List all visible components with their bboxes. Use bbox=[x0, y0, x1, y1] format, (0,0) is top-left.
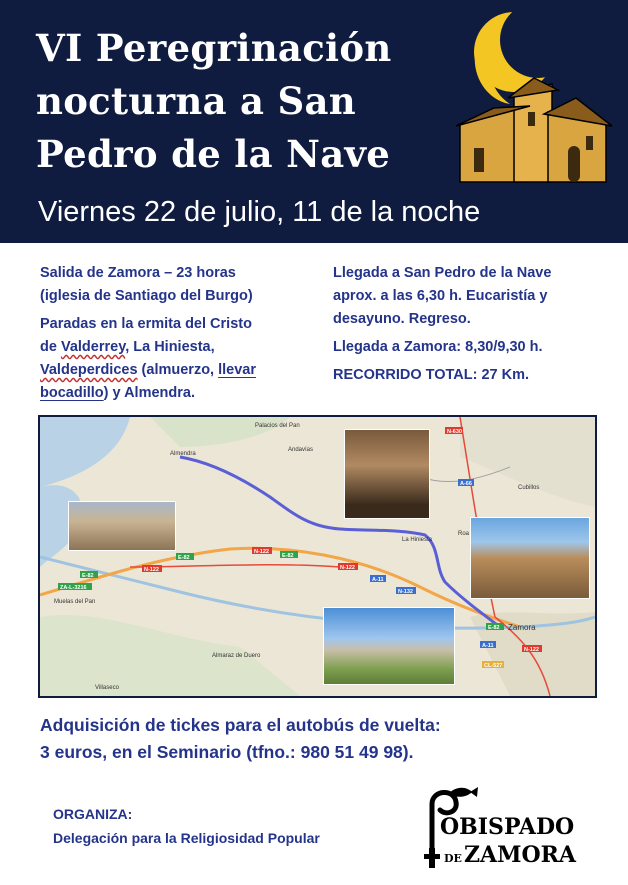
road-n122-2: N-122 bbox=[144, 567, 159, 573]
map-label-muelas: Muelas del Pan bbox=[54, 599, 96, 605]
photo-church-interior bbox=[344, 429, 430, 519]
organizer bbox=[53, 804, 413, 848]
road-n122-1: N-122 bbox=[254, 549, 269, 555]
total-distance: RECORRIDO TOTAL: 27 Km. bbox=[333, 367, 530, 383]
page-title: VI Peregrinación nocturna a San Pedro de la Nave bbox=[36, 26, 392, 176]
header-banner bbox=[0, 0, 628, 243]
map-label-villaseco: Villaseco bbox=[95, 685, 119, 691]
stops-line-3 bbox=[40, 359, 315, 382]
organizer-label: ORGANIZA: bbox=[53, 806, 133, 822]
stop-valderrey: Valderrey bbox=[60, 339, 126, 355]
map-label-almaraz: Almaraz de Duero bbox=[212, 653, 261, 659]
itinerary-left bbox=[40, 262, 315, 405]
departure-line: Salida de Zamora – 23 horas bbox=[40, 265, 236, 281]
stops-line-2 bbox=[40, 336, 315, 359]
map-label-palacios: Palacios del Pan bbox=[255, 423, 300, 429]
road-n122-4: N-122 bbox=[524, 647, 539, 653]
map-label-zamora: Zamora bbox=[508, 623, 536, 632]
stops-line-4 bbox=[40, 382, 315, 405]
event-date: Viernes 22 de julio, 11 de la noche bbox=[38, 196, 481, 228]
stops-text: de bbox=[40, 339, 61, 355]
road-e82-1: E-82 bbox=[178, 555, 190, 561]
road-n122-3: N-122 bbox=[340, 565, 355, 571]
road-e82-2: E-82 bbox=[282, 553, 294, 559]
road-zal3216: ZA-L-3216 bbox=[60, 585, 87, 591]
logo-de: DE bbox=[444, 852, 462, 865]
organizer-name: Delegación para la Religiosidad Popular bbox=[53, 830, 320, 846]
stops-text: (almuerzo, bbox=[137, 362, 219, 378]
ticket-line-1: Adquisición de tickes para el autobús de vuelta: bbox=[40, 715, 441, 735]
road-a11-2: A-11 bbox=[482, 643, 494, 649]
road-n630: N-630 bbox=[447, 429, 462, 435]
stops-text: ) y Almendra. bbox=[103, 385, 195, 401]
photo-chapel bbox=[323, 607, 455, 685]
stops-text: , La Hiniesta, bbox=[125, 339, 215, 355]
arrival-time: aprox. a las 6,30 h. Eucaristía y bbox=[333, 288, 548, 304]
route-map bbox=[38, 415, 597, 698]
departure-place: (iglesia de Santiago del Burgo) bbox=[40, 288, 253, 304]
photo-san-pedro-church bbox=[470, 517, 590, 599]
road-n132: N-132 bbox=[398, 589, 413, 595]
photo-hermitage bbox=[68, 501, 176, 551]
map-label-almendra: Almendra bbox=[170, 451, 196, 457]
map-label-andavias: Andavías bbox=[288, 447, 314, 453]
map-label-hiniesta: La Hiniesta bbox=[402, 537, 433, 543]
road-e82-3: E-82 bbox=[82, 573, 94, 579]
return-line: Llegada a Zamora: 8,30/9,30 h. bbox=[333, 339, 543, 355]
stops-line: Paradas en la ermita del Cristo bbox=[40, 316, 252, 332]
arrival-line: Llegada a San Pedro de la Nave bbox=[333, 265, 552, 281]
road-a11-1: A-11 bbox=[372, 577, 384, 583]
logo-obispado: OBISPADO bbox=[440, 814, 575, 840]
logo-zamora: ZAMORA bbox=[464, 842, 576, 868]
breakfast-line: desayuno. Regreso. bbox=[333, 311, 471, 327]
note-llevar: llevar bbox=[218, 362, 257, 378]
moon-church-icon bbox=[456, 12, 616, 190]
itinerary-right bbox=[333, 262, 608, 387]
ticket-line-2: 3 euros, en el Seminario (tfno.: 980 51 49 98). bbox=[40, 742, 414, 762]
obispado-logo bbox=[410, 782, 590, 872]
road-a66: A-66 bbox=[460, 481, 472, 487]
road-cl527: CL-527 bbox=[484, 663, 503, 669]
note-bocadillo: bocadillo bbox=[40, 385, 104, 401]
ticket-info bbox=[40, 712, 560, 766]
map-label-cubillos: Cubillos bbox=[518, 485, 540, 491]
road-e82-4: E-82 bbox=[488, 625, 500, 631]
stop-valdeperdices: Valdeperdices bbox=[40, 362, 138, 378]
map-label-roa: Roa bbox=[458, 531, 470, 537]
